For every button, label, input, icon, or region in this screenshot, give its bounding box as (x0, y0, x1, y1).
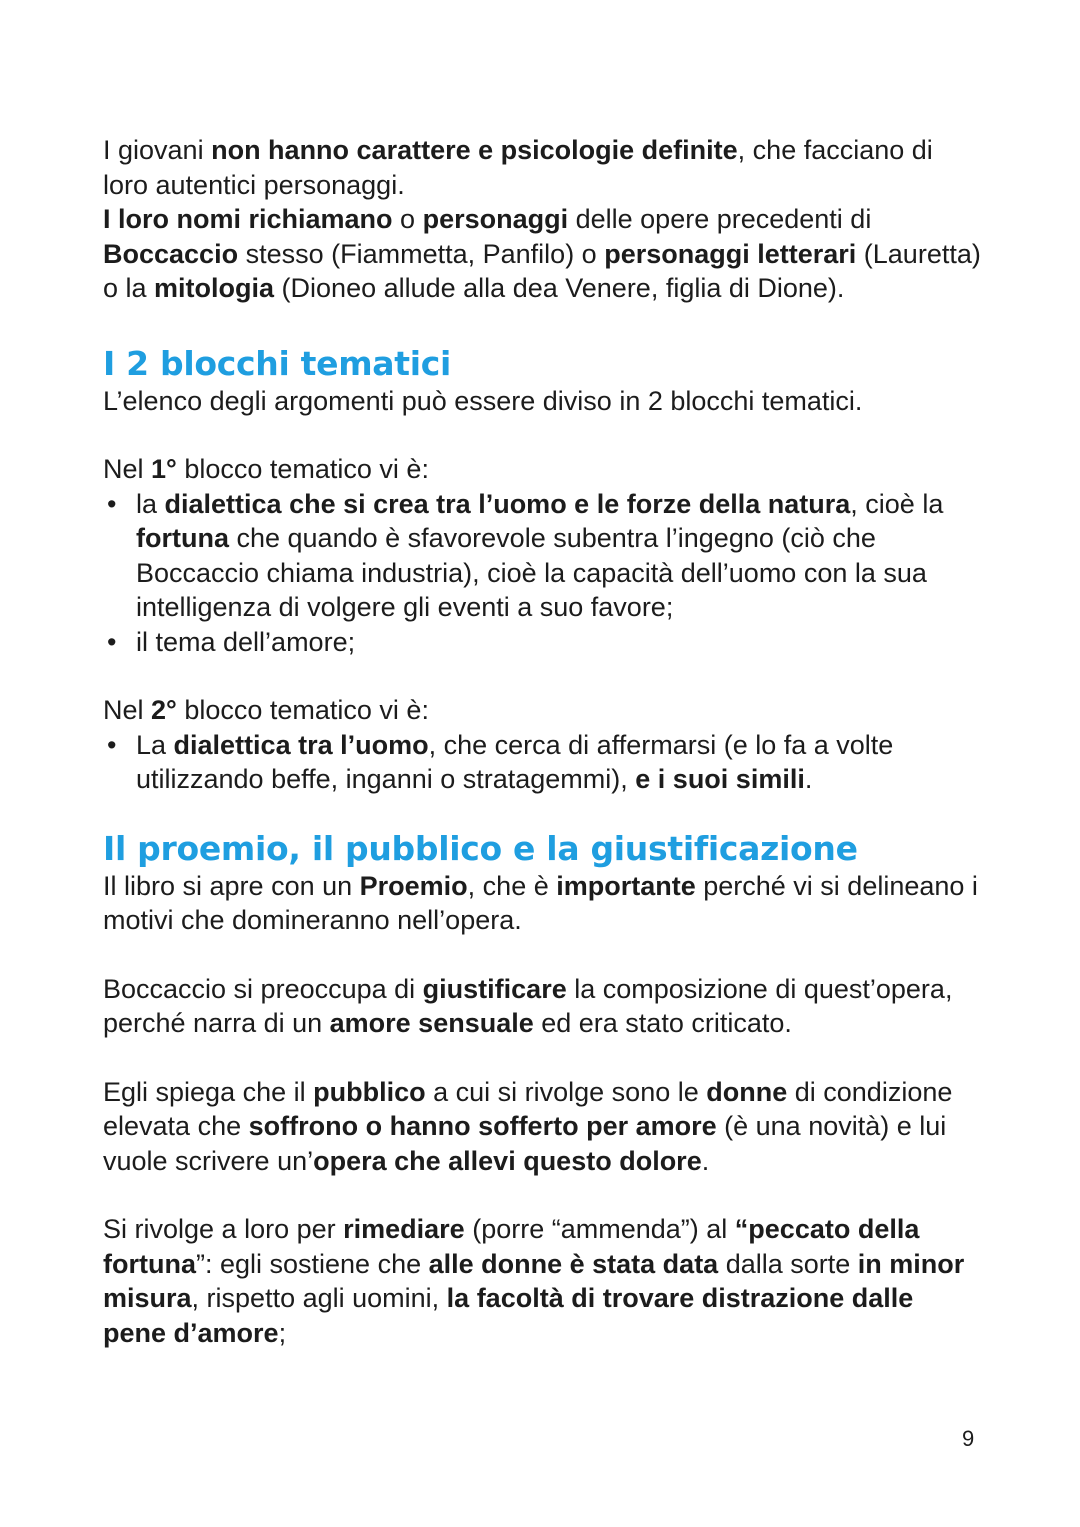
proemio-paragraph-2-run: ed era stato criticato. (533, 1008, 792, 1038)
block1-intro-run: blocco tematico vi è: (176, 454, 429, 484)
list-item-run: e i suoi simili (635, 764, 805, 794)
bullet-icon: • (107, 488, 117, 519)
intro-paragraph-2-run: personaggi letterari (604, 238, 857, 269)
proemio-paragraph-4-run: ; (278, 1317, 287, 1348)
intro-paragraph-2-run: delle opere precedenti di (568, 204, 872, 234)
list-item-run: la (136, 488, 165, 519)
proemio-paragraph-2 (103, 972, 983, 1041)
intro-paragraph-1-run: , che facciano di loro autentici personaggi. (103, 135, 933, 200)
blocchi-intro-paragraph (103, 384, 983, 419)
intro-paragraph-2-run: (Dioneo allude alla dea Venere, figlia di Dione). (274, 273, 845, 303)
proemio-paragraph-4-run: dalla sorte (718, 1248, 858, 1279)
proemio-paragraph-2-run: giustificare (422, 973, 567, 1004)
proemio-paragraph-4 (103, 1212, 983, 1350)
proemio-paragraph-3-run: a cui si rivolge sono le (425, 1076, 707, 1107)
block1-intro-run: 1° (151, 454, 177, 484)
proemio-paragraph-4-run: in minor misura (103, 1248, 965, 1313)
proemio-paragraph-3-run: opera che allevi questo dolore (313, 1145, 702, 1176)
list-item-run: che quando è sfavorevole subentra l’ingegno (ciò che Boccaccio chiama industria), cioè la capacità dell’uomo con la sua intelligenza di volgere gli eventi a suo favore; (136, 523, 927, 622)
intro-paragraph-2-run: mitologia (154, 273, 275, 303)
list-item-run: dialettica che si crea tra l’uomo e le forze della natura (164, 488, 851, 519)
proemio-paragraph-4-run: rimediare (343, 1214, 465, 1244)
intro-paragraph-1-run: non hanno carattere e psicologie definite (211, 135, 738, 165)
proemio-paragraph-4-run: , rispetto agli uomini, (191, 1283, 447, 1313)
list-item (103, 728, 983, 797)
block1-intro-run: Nel (103, 454, 152, 484)
intro-paragraph-1 (103, 133, 983, 202)
list-item (103, 487, 983, 625)
list-item-run: , che cerca di affermarsi (e lo fa a volte utilizzando beffe, inganni o stratagemmi), (136, 729, 894, 794)
block2-intro-run: 2° (151, 695, 177, 725)
proemio-paragraph-1-run: Proemio (359, 870, 468, 901)
section-heading-proemio: Il proemio, il pubblico e la giustificazione (103, 828, 858, 868)
proemio-paragraph-3-run: pubblico (313, 1076, 426, 1107)
proemio-paragraph-1-run: perché vi si delineano i motivi che domineranno nell’opera. (103, 870, 978, 935)
intro-paragraph-2-run: I loro nomi richiamano (103, 204, 393, 234)
list-item (103, 625, 983, 660)
block1-list (103, 487, 983, 660)
proemio-paragraph-3-run: . (701, 1145, 710, 1176)
intro-paragraph-1-run: I giovani (103, 135, 212, 165)
intro-paragraph-2 (103, 202, 983, 306)
bullet-icon: • (107, 729, 117, 760)
proemio-paragraph-3-run: (è una novità) e lui vuole scrivere un’ (103, 1111, 947, 1176)
proemio-paragraph-1-run: Il libro si apre con un (103, 870, 360, 901)
proemio-paragraph-1-run: importante (556, 870, 696, 901)
list-item-run: dialettica tra l’uomo (173, 729, 429, 760)
bullet-icon: • (107, 626, 117, 657)
intro-paragraph-2-run: stesso (Fiammetta, Panfilo) o (238, 238, 605, 269)
page-number: 9 (962, 1426, 975, 1451)
list-item-run: il tema dell’amore; (136, 626, 356, 657)
block2-list (103, 728, 983, 797)
proemio-paragraph-2-run: la composizione di quest’opera, perché narra di un (103, 973, 953, 1038)
section-heading-blocchi-tematici: I 2 blocchi tematici (103, 343, 452, 383)
proemio-paragraph-2-run: Boccaccio si preoccupa di (103, 973, 423, 1004)
proemio-paragraph-4-run: “peccato della fortuna (103, 1214, 920, 1279)
intro-paragraph-2-run: o (392, 204, 423, 234)
block2-intro (103, 693, 983, 728)
proemio-paragraph-3-run: donne (706, 1076, 788, 1107)
intro-paragraph-2-run: (Lauretta) o la (103, 238, 981, 303)
proemio-paragraph-3-run: Egli spiega che il (103, 1076, 314, 1107)
proemio-paragraph-4-run: alle donne è stata data (428, 1248, 719, 1279)
block1-intro (103, 452, 983, 487)
proemio-paragraph-3-run: di condizione elevata che (103, 1076, 953, 1141)
proemio-paragraph-4-run: la facoltà di trovare distrazione dalle pene d’amore (103, 1283, 914, 1348)
proemio-paragraph-4-run: ”: egli sostiene che (195, 1248, 429, 1279)
proemio-paragraph-2-run: amore sensuale (329, 1008, 534, 1038)
proemio-paragraph-3-run: soffrono o hanno sofferto per amore (248, 1111, 717, 1141)
proemio-paragraph-4-run: Si rivolge a loro per (103, 1214, 344, 1244)
list-item-run: fortuna (136, 523, 229, 553)
proemio-paragraph-3 (103, 1075, 983, 1179)
document-page (103, 133, 983, 1350)
intro-paragraph-2-run: personaggi (422, 204, 569, 234)
proemio-paragraph-1-run: , che è (467, 870, 557, 901)
list-item-run: , cioè la (850, 488, 944, 519)
list-item-run: La (136, 729, 174, 760)
intro-paragraph-2-run: Boccaccio (103, 238, 239, 269)
list-item-run: . (804, 764, 813, 794)
proemio-paragraph-1 (103, 869, 983, 938)
block2-intro-run: blocco tematico vi è: (176, 695, 429, 725)
proemio-paragraph-4-run: (porre “ammenda”) al (464, 1214, 735, 1244)
block2-intro-run: Nel (103, 695, 152, 725)
blocchi-intro-paragraph-run: L’elenco degli argomenti può essere diviso in 2 blocchi tematici. (103, 385, 863, 416)
